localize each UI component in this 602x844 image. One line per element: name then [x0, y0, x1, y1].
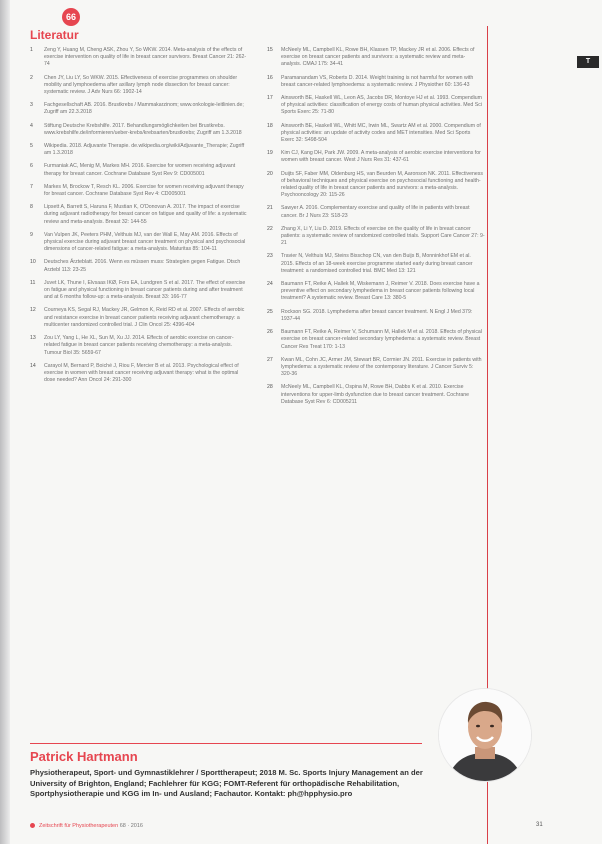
section-heading: Literatur: [30, 28, 79, 42]
reference-item: [267, 226, 485, 248]
reference-number: 14: [30, 362, 36, 369]
reference-item: [267, 357, 485, 379]
reference-number: 1: [30, 47, 33, 53]
reference-item: [267, 384, 485, 406]
journal-name: Zeitschrift für Physiotherapeuten: [39, 823, 119, 829]
reference-item: [30, 47, 248, 69]
reference-number: 3: [30, 102, 33, 109]
reference-text: Furmaniak AC, Menig M, Markes MH. 2016. Exercise for women receiving adjuvant therapy for breast cancer. Cochrane Database Syst Rev 9: CD005001: [44, 163, 236, 177]
reference-number: 16: [267, 74, 273, 81]
reference-number: 6: [30, 163, 33, 170]
reference-text: Van Vulpen JK, Peeters PHM, Velthuis MJ, van der Wall E, May AM. 2016. Effects of physical exercise during adjuvant breast cancer treatment on physical and psychosocial dimensions of cancer-related fatigue: a meta-analysis. Maturitas 85: 104-11: [44, 231, 246, 253]
reference-number: 18: [267, 122, 273, 129]
reference-text: Kwan ML, Cohn JC, Armer JM, Stewart BR, Cormier JN. 2011. Exercise in patients with lymphedema: a systematic review of the contemporary literature. J Cancer Surviv 5: 320-36: [281, 356, 482, 378]
reference-text: Deutsches Ärzteblatt. 2016. Wenn es müssen muss: Strategien gegen Fatigue. Dtsch Arztebl 113: 23-25: [44, 259, 241, 273]
page-gutter-shadow: [0, 0, 10, 844]
reference-number: 2: [30, 74, 33, 81]
journal-issue: 68 · 2016: [119, 823, 143, 829]
reference-number: 25: [267, 308, 273, 315]
reference-item: [30, 259, 248, 273]
reference-number: 11: [30, 279, 36, 286]
page-number: 31: [536, 822, 543, 828]
reference-item: [267, 309, 485, 323]
reference-number: 7: [30, 183, 33, 190]
reference-number: 5: [30, 143, 33, 150]
reference-item: [267, 150, 485, 164]
references-left-column: [30, 47, 248, 390]
reference-text: Juvet LK, Thune I, Elvsaas IKØ, Fors EA, Lundgren S et al. 2017. The effect of exercise on fatigue and physical functioning in breast cancer patients during and after treatment and at 6 months follow-up: a meta-analysis. Breast 33: 166-77: [44, 279, 246, 301]
reference-item: [267, 205, 485, 219]
reference-number: 13: [30, 335, 36, 342]
side-tab: T: [577, 56, 599, 68]
reference-text: McNeely ML, Campbell KL, Ospina M, Rowe BH, Dabbs K et al. 2010. Exercise interventions for upper-limb dysfunction due to breast cancer treatment. Cochrane Database Syst Rev 6: CD005211: [281, 384, 470, 405]
author-photo: [438, 688, 532, 782]
reference-text: Fachgesellschaft AB. 2016. Brustkrebs / Mammakarzinom; www.onkologie-leitlinien.de; Zugriff am 22.3.2018: [44, 102, 244, 116]
reference-text: McNeely ML, Campbell KL, Rowe BH, Klassen TP, Mackey JR et al. 2006. Effects of exercise on breast cancer patients and survivors: a systematic review and meta-analysis. CMAJ 175: 34-41: [281, 47, 475, 68]
reference-number: 22: [267, 225, 273, 232]
reference-number: 9: [30, 231, 33, 238]
author-name: Patrick Hartmann: [30, 749, 138, 764]
reference-text: Markes M, Brockow T, Resch KL. 2006. Exercise for women receiving adjuvant therapy for breast cancer. Cochrane Database Syst Rev 4: CD005001: [44, 183, 244, 198]
reference-number: 12: [30, 307, 36, 314]
reference-item: [30, 280, 248, 302]
reference-text: Rockson SG. 2018. Lymphedema after breast cancer treatment. N Engl J Med 379: 1937-44: [281, 308, 473, 322]
reference-number: 23: [267, 253, 273, 260]
reference-item: [30, 163, 248, 177]
reference-item: [30, 75, 248, 97]
reference-text: Baumann FT, Reike A, Hallek M, Wiskemann J, Reimer V. 2018. Does exercise have a preventive effect on secondary lymphedema in breast cancer patients following local treatment? A systematic review. Breast Care 13: 380-5: [281, 281, 480, 302]
reference-text: Carayol M, Bernard P, Boiché J, Riou F, Mercier B et al. 2013. Psychological effect of exercise in women with breast cancer receiving adjuvant therapy: what is the optimal dose needed? Ann Oncol 24: 291-300: [44, 362, 239, 384]
references-right-column: [267, 47, 485, 412]
reference-item: [267, 75, 485, 89]
reference-item: [267, 253, 485, 275]
reference-number: 10: [30, 259, 36, 266]
reference-number: 20: [267, 170, 273, 177]
reference-text: Ainsworth BE, Haskell WL, Whitt MC, Irwin ML, Swartz AM et al. 2000. Compendium of physical activities: an update of activity codes and MET intensities. Med Sci Sports Exerc 32: S498-504: [281, 122, 481, 144]
reference-number: 28: [267, 384, 273, 391]
reference-number: 17: [267, 95, 273, 102]
reference-text: Ainsworth BE, Haskell WL, Leon AS, Jacobs DR, Montoye HJ et al. 1993. Compendium of physical activities: classification of energy costs of human physical activities. Med Sci Sports Exerc 25: 71-80: [281, 95, 482, 116]
reference-number: 27: [267, 356, 273, 363]
reference-item: [267, 171, 485, 200]
reference-text: Wikipedia. 2018. Adjuvante Therapie. de.wikipedia.org/wiki/Adjuvante_Therapie; Zugriff am 1.3.2018: [44, 143, 245, 157]
reference-item: [30, 363, 248, 385]
reference-number: 26: [267, 329, 273, 336]
author-portrait-illustration: [439, 689, 531, 781]
reference-text: Zou LY, Yang L, He XL, Sun M, Xu JJ. 2014. Effects of aerobic exercise on cancer-related fatigue in breast cancer patients receiving chemotherapy: a meta-analysis. Tumour Biol 35: 5659-67: [44, 335, 234, 356]
reference-item: [30, 307, 248, 329]
reference-text: Courneya KS, Segal RJ, Mackey JR, Gelmon K, Reid RD et al. 2007. Effects of aerobic and resistance exercise in breast cancer patients receiving adjuvant chemotherapy: a multicenter randomized controlled trial. J Clin Oncol 25: 4396-404: [44, 307, 245, 328]
reference-text: Zeng Y, Huang M, Cheng ASK, Zhou Y, So WKW. 2014. Meta-analysis of the effects of exercise intervention on quality of life in breast cancer survivors. Breast Cancer 21: 262-74: [44, 47, 247, 68]
reference-number: 15: [267, 47, 273, 53]
reference-item: [30, 204, 248, 226]
footer-dot-icon: [30, 823, 35, 828]
reference-text: Duijts SF, Faber MM, Oldenburg HS, van Beurden M, Aaronson NK. 2011. Effectiveness of behavioral techniques and physical exercise on psychosocial functioning and health-related quality of life in breast cancer patients and survivors: a meta-analysis. Psychooncology 20: 115-26: [281, 170, 483, 199]
reference-text: Lipsett A, Barrett S, Haruna F, Mustian K, O'Donovan A. 2017. The impact of exercise during adjuvant radiotherapy for breast cancer on fatigue and quality of life: a systematic review and meta-analysis. Breast 32: 144-55: [44, 204, 247, 225]
reference-item: [267, 123, 485, 145]
reference-item: [30, 143, 248, 157]
reference-text: Sawyer A. 2016. Complementary exercise and quality of life in patients with breast cancer. Br J Nurs 23: S18-23: [281, 205, 470, 219]
author-divider: [30, 743, 422, 744]
reference-text: Kim CJ, Kang DH, Park JW. 2009. A meta-analysis of aerobic exercise interventions for women with breast cancer. West J Nurs Res 31: 437-61: [281, 150, 481, 164]
reference-item: [267, 329, 485, 351]
reference-text: Baumann FT, Reike A, Reimer V, Schumann M, Hallek M et al. 2018. Effects of physical exercise on breast cancer-related secondary lymphedema: a systematic review. Breast Cancer Res Treat 170: 1-13: [281, 329, 482, 350]
reference-number: 24: [267, 281, 273, 288]
reference-item: [267, 281, 485, 303]
reference-number: 19: [267, 150, 273, 157]
reference-text: Paramanandam VS, Roberts D. 2014. Weight training is not harmful for women with breast cancer-related lymphoedema: a systematic review. J Physiother 60: 136-43: [281, 74, 474, 88]
reference-text: Stiftung Deutsche Krebshilfe. 2017. Behandlungsmöglichkeiten bei Brustkrebs. www.krebshilfe.de/informieren/ueber-krebs/krebsarten/brustkrebs; Zugriff am 1.3.2018: [44, 122, 242, 136]
reference-text: Chen JY, Liu LY, So WKW. 2015. Effectiveness of exercise programmes on shoulder mobility and lymphoedema after axillary lymph node dissection for breast cancer: systematic review. J Adv Nurs 66: 1902-14: [44, 74, 238, 96]
reference-item: [30, 232, 248, 254]
reference-item: [30, 102, 248, 116]
reference-number: 8: [30, 204, 33, 211]
reference-text: Travier N, Velthuis MJ, Steins Bisschop CN, van den Buijs B, Monninkhof EM et al. 2015. Effects of an 18-week exercise programme started early during breast cancer treatment: a randomised controlled trial. BMC Med 13: 121: [281, 253, 473, 274]
section-number-badge: 66: [62, 8, 80, 26]
reference-item: [30, 123, 248, 137]
reference-number: 21: [267, 205, 273, 212]
reference-text: Zhang X, Li Y, Liu D. 2019. Effects of exercise on the quality of life in breast cancer patients: a systematic review of randomized controlled trials. Support Care Cancer 27: 9-21: [281, 225, 485, 247]
reference-item: [30, 335, 248, 357]
reference-item: [30, 184, 248, 198]
reference-item: [267, 47, 485, 69]
reference-number: 4: [30, 122, 33, 129]
author-bio: Physiotherapeut, Sport- und Gymnastiklehrer / Sporttherapeut; 2018 M. Sc. Sports Injury Management an der University of Brighton, England; Fachlehrer für KGG; FOMT-Referent für orthopädische Rehabilitation, Sportphysiotherapie und KGG im In- und Ausland; Fachautor. Kontakt: ph@hpphysio.pro: [30, 768, 423, 799]
reference-item: [267, 95, 485, 117]
journal-footer: [30, 823, 143, 829]
